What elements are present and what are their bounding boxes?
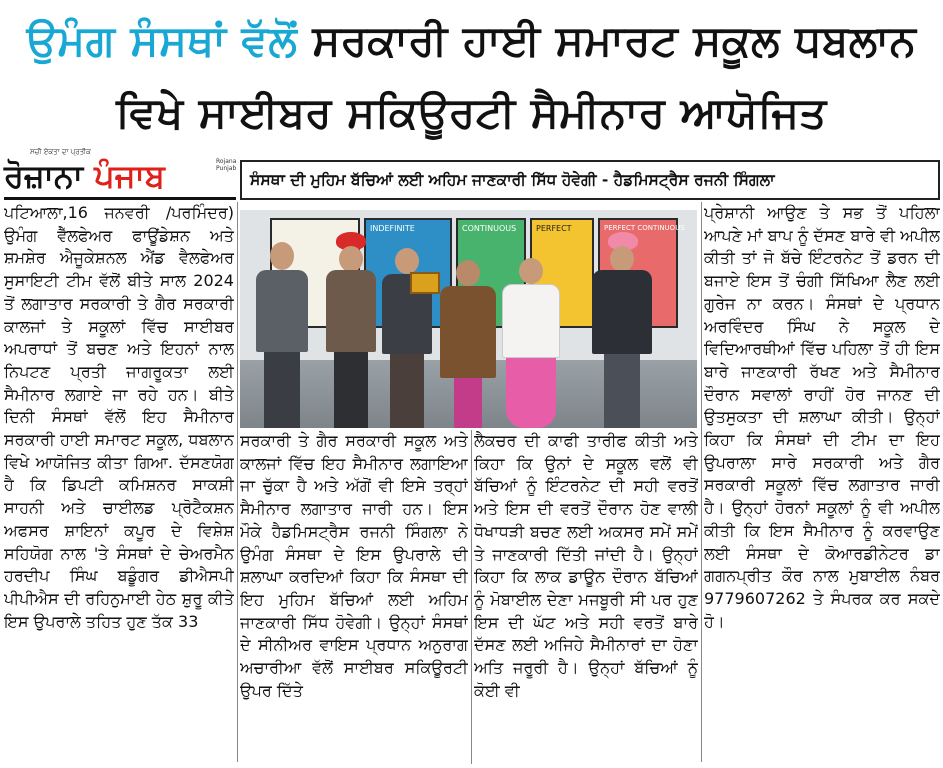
newspaper-masthead [4, 148, 236, 200]
column-divider [237, 202, 238, 762]
photo-award-plaque [410, 272, 440, 294]
masthead-tagline: ਸਚੀ ਏਕਤਾ ਦਾ ਪ੍ਰਤੀਕ [30, 148, 91, 156]
headline-accent: ਉਮੰਗ ਸੰਸਥਾਂ ਵੱਲੋਂ [26, 16, 298, 65]
masthead-name-part-1: ਰੋਜ਼ਾਨਾ [4, 157, 84, 195]
subheadline-box: ਸੰਸਥਾ ਦੀ ਮੁਹਿਮ ਬੱਚਿਆਂ ਲਈ ਅਹਿਮ ਜਾਣਕਾਰੀ ਸਿੱਧ ਹੋਵੇਗੀ - ਹੈਡਮਿਸਟ੍ਰੈਸ ਰਜਨੀ ਸਿੰਗਲਾ [240, 160, 940, 200]
column-divider [701, 202, 702, 762]
masthead-side-label: Rojana Punjab [216, 158, 237, 172]
photo-person [502, 258, 560, 428]
photo-person [324, 232, 378, 428]
headline-rest: ਸਰਕਾਰੀ ਹਾਈ ਸਮਾਰਟ ਸਕੂਲ ਧਬਲਾਨ [312, 16, 917, 65]
board-label: PERFECT CONTINUOUS [604, 224, 685, 232]
masthead-logo [4, 156, 165, 196]
masthead-name-part-2: ਪੰਜਾਬ [94, 157, 165, 195]
headline-line-2: ਵਿਖੇ ਸਾਈਬਰ ਸਕਿਊਰਟੀ ਸੈਮੀਨਾਰ ਆਯੋਜਿਤ [116, 88, 827, 137]
article-column-2: ਸਰਕਾਰੀ ਤੇ ਗੈਰ ਸਰਕਾਰੀ ਸਕੂਲ ਅਤੇ ਕਾਲਜਾਂ ਵਿੱਚ ਇਹ ਸੈਮੀਨਾਰ ਲਗਾਇਆ ਜਾ ਚੁੱਕਾ ਹੈ ਅਤੇ ਅੱਗੋਂ ਵੀ ਇਸੇ ਤਰ੍ਹਾਂ ਸੈਮੀਨਾਰ ਲਗਾਤਾਰ ਜਾਰੀ ਹਨ। ਇਸ ਮੌਕੇ ਹੈਡਮਿਸਟ੍ਰੈਸ ਰਜਨੀ ਸਿੰਗਲਾ ਨੇ ਉਮੰਗ ਸੰਸਥਾ ਦੇ ਇਸ ਉਪਰਾਲੇ ਦੀ ਸ਼ਲਾਘਾ ਕਰਦਿਆਂ ਕਿਹਾ ਕਿ ਸੰਸਥਾ ਦੀ ਇਹ ਮੁਹਿਮ ਬੱਚਿਆਂ ਲਈ ਅਹਿਮ ਜਾਣਕਾਰੀ ਸਿੱਧ ਹੋਵੇਗੀ। ਉਨ੍ਹਾਂ ਸੰਸਥਾਂ ਦੇ ਸੀਨੀਅਰ ਵਾਇਸ ਪ੍ਰਧਾਨ ਅਨੁਰਾਗ ਅਚਾਰੀਆ ਵੱਲੋਂ ਸਾਈਬਰ ਸਕਿਊਰਟੀ ਉਪਰ ਦਿੱਤੇ [240, 431, 468, 700]
board-label: INDEFINITE [370, 224, 415, 233]
board-label: CONTINUOUS [462, 224, 517, 233]
news-photo [240, 210, 697, 428]
board-label: PERFECT [536, 224, 572, 233]
photo-person [590, 232, 654, 428]
photo-person [254, 242, 310, 428]
photo-person [440, 260, 496, 428]
headline-line-1 [0, 14, 943, 68]
article-column-4: ਪ੍ਰੇਸ਼ਾਨੀ ਆਉਣ ਤੇ ਸਭ ਤੋਂ ਪਹਿਲਾ ਆਪਣੇ ਮਾਂ ਬਾਪ ਨੂੰ ਦੱਸਣ ਬਾਰੇ ਵੀ ਅਪੀਲ ਕੀਤੀ ਤਾਂ ਜੋ ਬੱਚੇ ਇੰਟਰਨੇਟ ਤੋਂ ਡਰਨ ਦੀ ਬਜਾਏ ਇਸ ਤੋਂ ਚੰਗੀ ਸਿੱਖਿਆ ਲੈਣ ਲਈ ਗੁਰੇਜ ਨਾ ਕਰਨ। ਸੰਸਥਾਂ ਦੇ ਪ੍ਰਧਾਨ ਅਰਵਿੰਦਰ ਸਿੰਘ ਨੇ ਸਕੂਲ ਦੇ ਵਿਦਿਆਰਥੀਆਂ ਵਿੱਚ ਪਹਿਲਾ ਤੋਂ ਹੀ ਇਸ ਬਾਰੇ ਜਾਣਕਾਰੀ ਰੱਖਣ ਅਤੇ ਸੈਮੀਨਾਰ ਦੌਰਾਨ ਸਵਾਲਾਂ ਰਾਹੀਂ ਹੋਰ ਜਾਨਣ ਦੀ ਉਤਸੁਕਤਾ ਦੀ ਸ਼ਲਾਘਾ ਕੀਤੀ। ਉਨ੍ਹਾਂ ਕਿਹਾ ਕਿ ਸੰਸਥਾਂ ਦੀ ਟੀਮ ਦਾ ਇਹ ਉਪਰਾਲਾ ਸਾਰੇ ਸਰਕਾਰੀ ਅਤੇ ਗੈਰ ਸਰਕਾਰੀ ਸਕੂਲਾਂ ਵਿੱਚ ਲਗਾਤਾਰ ਜਾਰੀ ਹੈ। ਉਨ੍ਹਾਂ ਹੋਰਨਾਂ ਸਕੂਲਾਂ ਨੂੰ ਵੀ ਅਪੀਲ ਕੀਤੀ ਕਿ ਇਸ ਸੈਮੀਨਾਰ ਨੂੰ ਕਰਵਾਉਣ ਲਈ ਸੰਸਥਾ ਦੇ ਕੋਆਰਡੀਨੇਟਰ ਡਾ ਗਗਨਪ੍ਰੀਤ ਕੌਰ ਨਾਲ ਮੁਬਾਈਲ ਨੰਬਰ 9779607262 ਤੇ ਸੰਪਰਕ ਕਰ ਸਕਦੇ ਹੋ। [704, 203, 940, 631]
article-column-1: ਪਟਿਆਲਾ,16 ਜਨਵਰੀ /ਪਰਮਿੰਦਰ) ਉਮੰਗ ਵੈੱਲਫੇਅਰ ਫਾਊਂਡੇਸ਼ਨ ਅਤੇ ਸ਼ਮਸ਼ੇਰ ਐਜੂਕੇਸ਼ਨਲ ਐਂਡ ਵੈਲਫੇਅਰ ਸੁਸਾਇਟੀ ਟੀਮ ਵੱਲੋਂ ਬੀਤੇ ਸਾਲ 2024 ਤੋਂ ਲਗਾਤਾਰ ਸਰਕਾਰੀ ਤੇ ਗੈਰ ਸਰਕਾਰੀ ਕਾਲਜਾਂ ਤੇ ਸਕੂਲਾਂ ਵਿੱਚ ਸਾਈਬਰ ਅਪਰਾਧਾਂ ਤੋਂ ਬਚਣ ਅਤੇ ਇਹਨਾਂ ਨਾਲ ਨਿਪਟਣ ਪ੍ਰਤੀ ਜਾਗਰੂਕਤਾ ਲਈ ਸੈਮੀਨਾਰ ਲਗਾਏ ਜਾ ਰਹੇ ਹਨ। ਬੀਤੇ ਦਿਨੀ ਸੰਸਥਾਂ ਵੱਲੋਂ ਇਹ ਸੈਮੀਨਾਰ ਸਰਕਾਰੀ ਹਾਈ ਸਮਾਰਟ ਸਕੂਲ, ਧਬਲਾਨ ਵਿਖੇ ਆਯੋਜਿਤ ਕੀਤਾ ਗਿਆ. ਦੱਸਣਯੋਗ ਹੈ ਕਿ ਡਿਪਟੀ ਕਮਿਸ਼ਨਰ ਸਾਕਸ਼ੀ ਸਾਹਨੀ ਅਤੇ ਚਾਈਲਡ ਪ੍ਰੋਟੈਕਸ਼ਨ ਅਫਸਰ ਸ਼ਾਇਨਾਂ ਕਪੂਰ ਦੇ ਵਿਸ਼ੇਸ਼ ਸਹਿਯੋਗ ਨਾਲ 'ਤੇ ਸੰਸਥਾਂ ਦੇ ਚੇਅਰਮੈਨ ਹਰਦੀਪ ਸਿੰਘ ਬਡੂੰਗਰ ਡੀਐਸਪੀ ਪੀਪੀਐਸ ਦੀ ਰਹਿਨੁਮਾਈ ਹੇਠ ਸ਼ੁਰੂ ਕੀਤੇ ਇਸ ਉਪਰਾਲੇ ਤਹਿਤ ਹੁਣ ਤੱਕ 33 [4, 203, 234, 631]
article-column-3: ਲੈਕਚਰ ਦੀ ਕਾਫੀ ਤਾਰੀਫ ਕੀਤੀ ਅਤੇ ਕਿਹਾ ਕਿ ਉਨਾਂ ਦੇ ਸਕੂਲ ਵਲੋਂ ਵੀ ਬੱਚਿਆਂ ਨੂੰ ਇੰਟਰਨੇਟ ਦੀ ਸਹੀ ਵਰਤੋਂ ਅਤੇ ਇਸ ਦੀ ਵਰਤੋਂ ਦੌਰਾਨ ਹੋਣ ਵਾਲੀ ਧੋਖਾਧੜੀ ਬਚਣ ਲਈ ਅਕਸਰ ਸਮੇਂ ਸਮੇਂ ਤੇ ਜਾਣਕਾਰੀ ਦਿੱਤੀ ਜਾਂਦੀ ਹੈ। ਉਨ੍ਹਾਂ ਕਿਹਾ ਕਿ ਲਾਕ ਡਾਊਨ ਦੌਰਾਨ ਬੱਚਿਆਂ ਨੂੰ ਮੋਬਾਈਲ ਦੇਣਾ ਮਜਬੂਰੀ ਸੀ ਪਰ ਹੁਣ ਇਸ ਦੀ ਘੱਟ ਅਤੇ ਸਹੀ ਵਰਤੋਂ ਬਾਰੇ ਦੱਸਣ ਲਈ ਅਜਿਹੇ ਸੈਮੀਨਾਰਾਂ ਦਾ ਹੋਣਾ ਅਤਿ ਜਰੂਰੀ ਹੈ। ਉਨ੍ਹਾਂ ਬੱਚਿਆਂ ਨੂੰ ਕੋਈ ਵੀ [474, 431, 698, 700]
column-divider [471, 430, 472, 764]
